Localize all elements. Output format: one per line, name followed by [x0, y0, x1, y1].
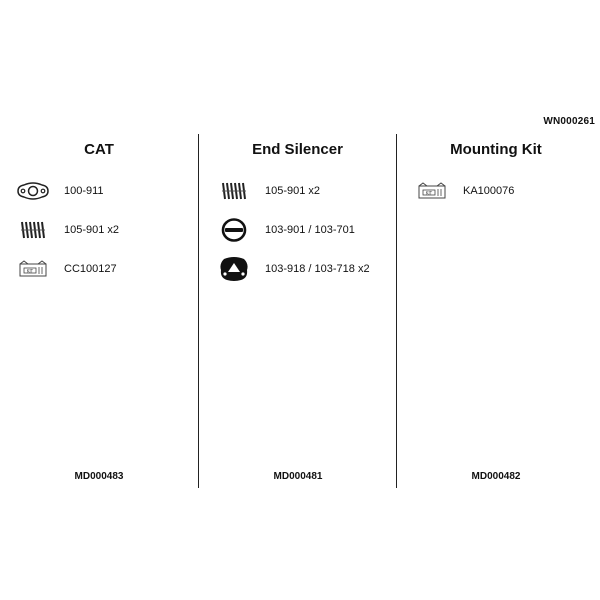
kit-box-icon	[415, 179, 449, 203]
column-code: MD000481	[273, 471, 323, 482]
part-item	[415, 179, 514, 203]
part-item	[217, 218, 355, 242]
round-rubber-mount-icon	[217, 218, 251, 242]
spring-icon	[16, 218, 50, 242]
column-mounting-kit	[396, 134, 595, 488]
part-item	[16, 179, 104, 203]
part-number: 103-901 / 103-701	[265, 224, 355, 236]
column-cat	[0, 134, 198, 488]
spring-icon	[217, 179, 251, 203]
rubber-hanger-icon	[217, 257, 251, 281]
flange-gasket-icon	[16, 179, 50, 203]
part-number: 105-901 x2	[64, 224, 120, 236]
column-title: End Silencer	[252, 141, 343, 158]
part-item	[16, 218, 119, 242]
part-number: 103-918 / 103-718 x2	[265, 263, 370, 275]
kit-box-icon	[16, 257, 50, 281]
svg-text:KIT: KIT	[425, 190, 433, 196]
svg-text:KIT: KIT	[26, 268, 34, 274]
part-number: 105-901 x2	[265, 185, 321, 197]
column-title: CAT	[84, 141, 114, 158]
document-code: WN000261	[543, 116, 595, 127]
part-item	[217, 179, 320, 203]
part-number: CC100127	[64, 263, 117, 275]
part-number: 100-911	[64, 185, 104, 197]
part-number: KA100076	[463, 185, 515, 197]
column-title: Mounting Kit	[450, 141, 542, 158]
column-code: MD000483	[74, 471, 124, 482]
column-code: MD000482	[471, 471, 521, 482]
part-item	[217, 257, 370, 281]
part-item	[16, 257, 117, 281]
column-end-silencer	[198, 134, 397, 488]
